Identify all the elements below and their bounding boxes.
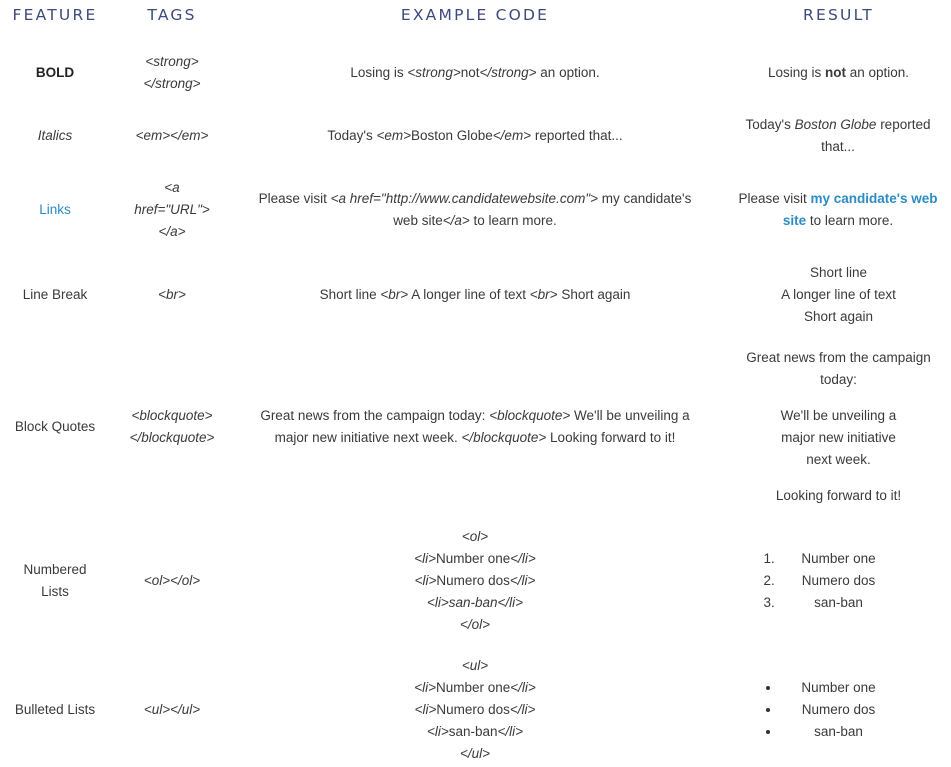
row-blockquote-tags (110, 405, 234, 449)
row-blockquote-result-quote (726, 405, 951, 471)
code-line: <li>Number one</li> (414, 551, 536, 566)
row-linebreak-feature (0, 284, 110, 306)
row-bulleted-result (726, 677, 951, 743)
row-numbered-tags (110, 570, 234, 592)
list-item: 1. Number one (744, 548, 934, 570)
bullet-icon (766, 730, 770, 734)
list-item: san-ban (744, 721, 934, 743)
result-line: Short line (809, 265, 868, 280)
tag-open: <blockquote> (131, 408, 213, 423)
result-text: Please visit my candidate's web site to learn more. (738, 191, 938, 228)
example-text: Short line <br> A longer line of text <br> Short again (319, 287, 631, 302)
result-text: Losing is not an option. (767, 65, 910, 80)
example-text: Great news from the campaign today: <blockquote> We'll be unveiling a major new initiative next week. </blockquote> Looking forward to it! (260, 408, 690, 445)
list-marker: 3. (763, 595, 775, 610)
row-italics-example (234, 125, 716, 147)
bullet-icon (766, 708, 770, 712)
quote-line: major new initiative (781, 430, 896, 445)
row-links-tags (110, 177, 234, 243)
row-linebreak-tags (110, 284, 234, 306)
quote-line: We'll be unveiling a (780, 408, 897, 423)
code-line: <li>Numero dos</li> (414, 573, 536, 588)
feature-label: Bulleted Lists (14, 702, 96, 717)
list-marker: 2. (763, 573, 775, 588)
tag-pair: <ol></ol> (143, 573, 201, 588)
tag-open: <strong> (145, 54, 199, 69)
header-feature: FEATURE (12, 6, 98, 24)
list-item: 2. Numero dos (744, 570, 934, 592)
code-line: <li>san-ban</li> (426, 595, 524, 610)
header-example-code: EXAMPLE CODE (400, 6, 550, 24)
row-numbered-example (234, 526, 716, 636)
code-line: </ol> (459, 617, 491, 632)
row-links-feature (0, 199, 110, 221)
header-tags: TAGS (147, 6, 197, 24)
row-blockquote-result-intro (736, 347, 941, 391)
code-line: <li>Number one</li> (414, 680, 536, 695)
feature-label: Italics (37, 128, 73, 143)
row-blockquote-feature (0, 416, 110, 438)
list-item: Number one (744, 677, 934, 699)
code-line: <li>san-ban</li> (426, 724, 524, 739)
ordered-list (744, 548, 934, 614)
row-linebreak-result (726, 262, 951, 328)
row-bold-result (726, 62, 951, 84)
feature-label: Line Break (22, 287, 88, 302)
example-text: Losing is <strong>not</strong> an option. (350, 65, 600, 80)
tag-close: </strong> (143, 76, 201, 91)
row-numbered-result (726, 548, 951, 614)
result-line: A longer line of text (781, 287, 896, 302)
feature-label: BOLD (35, 65, 75, 80)
row-blockquote-example (255, 405, 695, 449)
row-blockquote-result-outro (726, 485, 951, 507)
tag-attr: href="URL"> (134, 202, 210, 217)
bullet-icon (766, 686, 770, 690)
code-line: <li>Numero dos</li> (414, 702, 536, 717)
unordered-list (744, 677, 934, 743)
row-bulleted-feature (0, 699, 110, 721)
tag-br: <br> (158, 287, 186, 302)
row-bold-tags (110, 51, 234, 95)
header-result: RESULT (803, 6, 874, 24)
result-outro: Looking forward to it! (775, 488, 902, 503)
tag-close: </a> (158, 224, 186, 239)
result-line: Short again (803, 309, 874, 324)
example-text: Please visit <a href="http://www.candidatewebsite.com"> my candidate's web site</a> to learn more. (258, 191, 692, 228)
result-text: Today's Boston Globe reported that... (745, 117, 931, 154)
tag-close: </blockquote> (129, 430, 215, 445)
row-numbered-feature (0, 559, 110, 603)
feature-label: Links (39, 202, 71, 217)
row-links-result (732, 188, 944, 232)
row-bulleted-tags (110, 699, 234, 721)
tag-pair: <ul></ul> (143, 702, 201, 717)
code-line: <ul> (461, 658, 489, 673)
example-text: Today's <em>Boston Globe</em> reported that... (327, 128, 623, 143)
tag-open: <a (164, 180, 180, 195)
tag-pair: <em></em> (135, 128, 209, 143)
row-bulleted-example (234, 655, 716, 765)
row-linebreak-example (234, 284, 716, 306)
feature-label: Block Quotes (14, 419, 96, 434)
code-line: </ul> (459, 746, 491, 761)
row-bold-example (234, 62, 716, 84)
bold-word: not (824, 65, 846, 80)
row-links-example (245, 188, 705, 232)
result-intro: Great news from the campaign today: (746, 350, 931, 387)
list-item: 3. san-ban (744, 592, 934, 614)
list-marker: 1. (763, 551, 775, 566)
list-item: Numero dos (744, 699, 934, 721)
row-italics-result (733, 114, 943, 158)
candidate-link[interactable]: my candidate's web site (782, 191, 938, 228)
feature-label: Numbered Lists (23, 562, 87, 599)
code-line: <ol> (461, 529, 489, 544)
row-italics-tags (110, 125, 234, 147)
row-italics-feature (0, 125, 110, 147)
quote-line: next week. (806, 452, 871, 467)
row-bold-feature (0, 62, 110, 84)
